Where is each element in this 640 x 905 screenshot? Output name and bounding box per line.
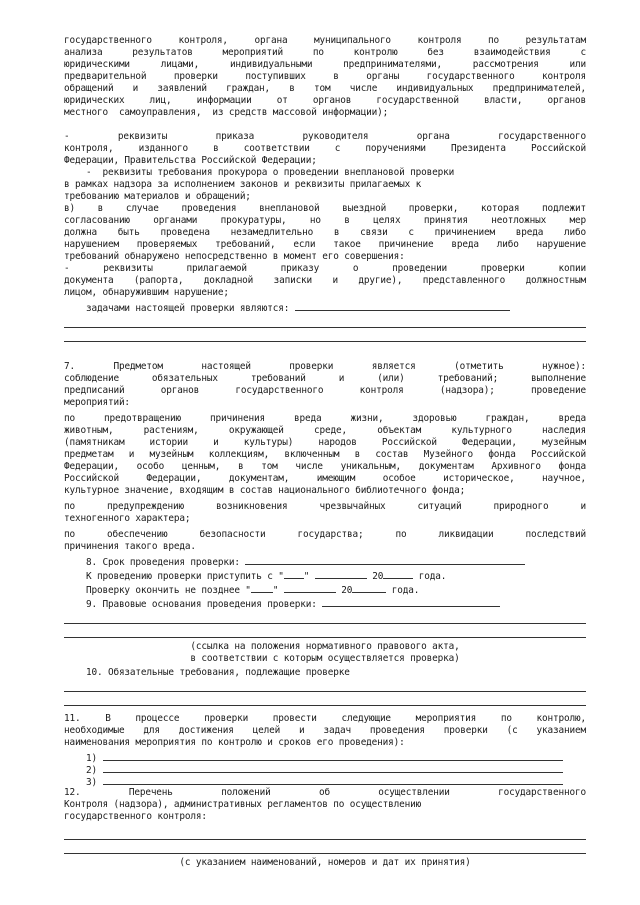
start-date-sep: " — [303, 571, 315, 582]
measure-field[interactable] — [103, 751, 563, 761]
text-line: лицом, обнаружившим нарушение; — [64, 287, 229, 298]
blank-rule[interactable] — [64, 705, 586, 706]
legal-basis-label: 9. Правовые основания проведения проверки: — [64, 599, 317, 610]
tasks-label: задачами настоящей проверки являются: — [64, 303, 290, 314]
end-date-suffix: года. — [386, 585, 420, 596]
text-line: техногенного характера; — [64, 513, 191, 524]
text-line: в) в случае проведения внеплановой выездной проверки, которая подлежит — [64, 203, 586, 214]
end-year-prefix: 20 — [335, 585, 353, 596]
text-line: причинения такого вреда. — [64, 541, 196, 552]
text-line: (памятникам истории и культуры) народов Российской Федерации, музейным — [64, 437, 586, 448]
end-date-sep: " — [272, 585, 284, 596]
end-month-field[interactable] — [284, 583, 336, 593]
tasks-row — [64, 301, 586, 315]
text-line: контроля, изданного в соответствии с поручениями Президента Российской — [64, 143, 586, 154]
text-line: Федерации, Правительства Российской Федерации; — [64, 155, 317, 166]
blank-rule[interactable] — [64, 691, 586, 692]
text-line: Федерации, особо ценным, в том числе уникальным, документам Архивного фонда — [64, 461, 586, 472]
measure-number: 1) — [64, 753, 97, 764]
end-day-field[interactable] — [251, 583, 273, 593]
text-line: необходимые для достижения целей и задач проведения проверки (с указанием — [64, 725, 586, 736]
text-line: по предотвращению причинения вреда жизни, здоровью граждан, вреда — [64, 413, 586, 424]
tasks-field[interactable] — [295, 301, 510, 311]
measure-number: 3) — [64, 777, 97, 788]
text-line: анализа результатов мероприятий по контролю без взаимодействия с — [64, 47, 586, 58]
text-line: - реквизиты требования прокурора о проведении внеплановой проверки — [64, 167, 455, 178]
blank-rule[interactable] — [64, 637, 586, 638]
text-line: животным, растениям, окружающей среде, объектам культурного наследия — [64, 425, 586, 436]
start-date-prefix: К проведению проверки приступить с " — [64, 571, 284, 582]
end-year-field[interactable] — [352, 583, 386, 593]
end-date-prefix: Проверку окончить не позднее " — [64, 585, 251, 596]
measure-field[interactable] — [103, 775, 563, 785]
text-line: юридическими лицами, индивидуальными предпринимателями, рассмотрения или — [64, 59, 586, 70]
text-line: 11. В процессе проверки провести следующие мероприятия по контролю, — [64, 713, 586, 724]
text-line: требований обнаружено непосредственно в момент его совершения: — [64, 251, 405, 262]
text-line: государственного контроля, органа муниципального контроля по результатам — [64, 35, 586, 46]
text-line: местного самоуправления, из средств массовой информации); — [64, 107, 389, 118]
text-line: предписаний органов государственного контроля (надзора); проведение — [64, 385, 586, 396]
text-line: Российской Федерации, документам, имеющим особое историческое, научное, — [64, 473, 586, 484]
text-line: - реквизиты прилагаемой приказу о проведении проверки копии — [64, 263, 586, 274]
text-line: мероприятий: — [64, 397, 130, 408]
regulations-note: (с указанием наименований, номеров и дат их принятия) — [179, 857, 471, 868]
text-line: нарушением проверяемых требований, если такое причинение вреда либо нарушение — [64, 239, 586, 250]
start-day-field[interactable] — [284, 569, 304, 579]
text-line: юридических лиц, информации от органов государственной власти, органов — [64, 95, 586, 106]
text-line: предметам и музейным коллекциям, включенным в состав Музейного фонда Российской — [64, 449, 586, 460]
text-line: 7. Предметом настоящей проверки является (отметить нужное): — [64, 361, 586, 372]
text-line: должна быть проведена незамедлительно в связи с причинением вреда либо — [64, 227, 586, 238]
start-date-row — [64, 569, 586, 583]
period-field[interactable] — [245, 555, 525, 565]
start-date-suffix: года. — [413, 571, 447, 582]
start-year-prefix: 20 — [366, 571, 384, 582]
text-line: 12. Перечень положений об осуществлении государственного — [64, 787, 586, 798]
period-label: 8. Срок проведения проверки: — [64, 557, 240, 568]
text-line: культурное значение, входящим в состав национального библиотечного фонда; — [64, 485, 466, 496]
end-date-row — [64, 583, 586, 597]
blank-rule[interactable] — [64, 623, 586, 624]
text-line: соблюдение обязательных требований и (или) требований; выполнение — [64, 373, 586, 384]
start-month-field[interactable] — [315, 569, 367, 579]
text-line: обращений и заявлений граждан, в том числе индивидуальных предпринимателей, — [64, 83, 586, 94]
text-line: согласованию органами прокуратуры, но в целях принятия неотложных мер — [64, 215, 586, 226]
measure-field[interactable] — [103, 763, 563, 773]
text-line: государственного контроля: — [64, 811, 207, 822]
text-line: предварительной проверки поступивших в органы государственного контроля — [64, 71, 586, 82]
text-line: в рамках надзора за исполнением законов и реквизиты прилагаемых к — [64, 179, 422, 190]
text-line: по обеспечению безопасности государства; по ликвидации последствий — [64, 529, 586, 540]
blank-rule[interactable] — [64, 853, 586, 854]
text-line: требованию материалов и обращений; — [64, 191, 251, 202]
section-10-requirements: 10. Обязательные требования, подлежащие проверке — [64, 667, 350, 678]
text-line: документа (рапорта, докладной записки и другие), представленного должностным — [64, 275, 586, 286]
blank-rule[interactable] — [64, 839, 586, 840]
section-9-legal-basis — [64, 597, 586, 611]
legal-basis-field[interactable] — [322, 597, 500, 607]
section-8-period — [64, 555, 586, 569]
legal-basis-note: (ссылка на положения нормативного правового акта, — [190, 641, 460, 652]
legal-basis-note: в соответствии с которым осуществляется проверка) — [190, 653, 460, 664]
blank-rule[interactable] — [64, 327, 586, 328]
text-line: - реквизиты приказа руководителя органа государственного — [64, 131, 586, 142]
start-year-field[interactable] — [383, 569, 413, 579]
blank-rule[interactable] — [64, 341, 586, 342]
text-line: Контроля (надзора), административных регламентов по осуществлению — [64, 799, 422, 810]
measure-number: 2) — [64, 765, 97, 776]
text-line: по предупреждению возникновения чрезвычайных ситуаций природного и — [64, 501, 586, 512]
text-line: наименования мероприятия по контролю и сроков его проведения): — [64, 737, 405, 748]
